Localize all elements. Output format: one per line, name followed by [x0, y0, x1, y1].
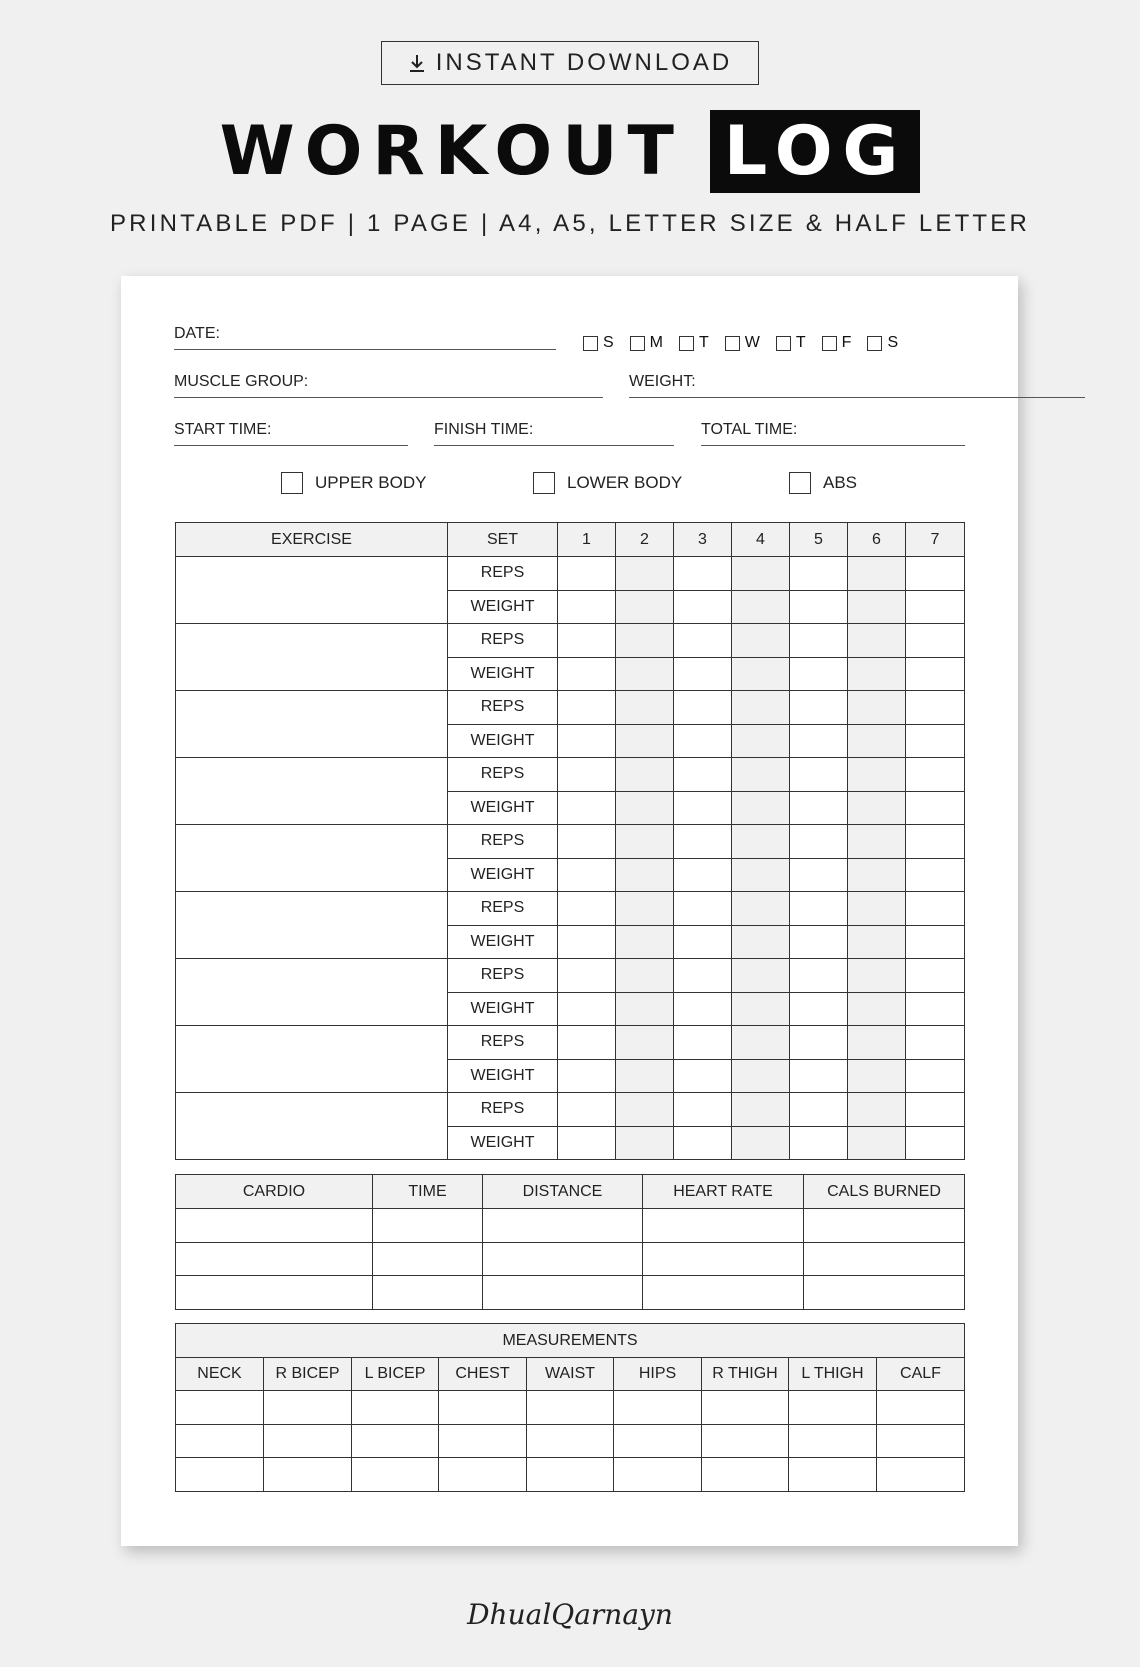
measurement-entry-cell[interactable] [439, 1458, 527, 1492]
checkbox-icon[interactable] [281, 472, 303, 494]
set-entry-cell[interactable] [732, 624, 790, 658]
cardio-entry-cell[interactable] [373, 1242, 483, 1276]
download-icon [408, 53, 426, 73]
set-entry-cell[interactable] [790, 892, 848, 926]
col-l-bicep: L BICEP [352, 1358, 439, 1391]
measurement-entry-cell[interactable] [614, 1424, 702, 1458]
set-entry-cell[interactable] [848, 557, 906, 591]
set-entry-cell[interactable] [906, 858, 965, 892]
muscle-group-field[interactable] [174, 370, 603, 398]
measurement-entry-cell[interactable] [176, 1391, 264, 1425]
set-entry-cell[interactable] [558, 892, 616, 926]
set-entry-cell[interactable] [674, 992, 732, 1026]
title-main: WORKOUT [219, 111, 684, 191]
total-time-field[interactable] [701, 418, 965, 446]
set-entry-cell[interactable] [616, 557, 674, 591]
set-entry-cell[interactable] [558, 925, 616, 959]
set-entry-cell[interactable] [674, 1093, 732, 1127]
set-entry-cell[interactable] [790, 590, 848, 624]
measurement-entry-cell[interactable] [352, 1391, 439, 1425]
col-cals-burned: CALS BURNED [804, 1175, 965, 1209]
measurement-entry-cell[interactable] [352, 1458, 439, 1492]
measurements-title: MEASUREMENTS [176, 1324, 965, 1358]
set-entry-cell[interactable] [674, 624, 732, 658]
day-wednesday[interactable] [725, 334, 760, 352]
weekday-checkboxes [583, 334, 914, 352]
measurement-entry-cell[interactable] [877, 1391, 965, 1425]
col-exercise: EXERCISE [176, 523, 448, 557]
table-row [176, 1391, 965, 1425]
table-row [176, 1026, 965, 1060]
set-entry-cell[interactable] [558, 1026, 616, 1060]
reps-label: REPS [448, 624, 558, 658]
set-entry-cell[interactable] [616, 959, 674, 993]
measurement-entry-cell[interactable] [264, 1424, 352, 1458]
table-row [176, 1276, 965, 1310]
set-entry-cell[interactable] [790, 992, 848, 1026]
set-entry-cell[interactable] [732, 858, 790, 892]
set-entry-cell[interactable] [732, 724, 790, 758]
set-entry-cell[interactable] [558, 657, 616, 691]
reps-label: REPS [448, 1093, 558, 1127]
set-entry-cell[interactable] [848, 825, 906, 859]
day-label: S [887, 334, 899, 351]
checkbox-icon[interactable] [867, 336, 882, 351]
set-entry-cell[interactable] [674, 590, 732, 624]
cardio-entry-cell[interactable] [804, 1242, 965, 1276]
weight-field[interactable] [629, 370, 1085, 398]
set-entry-cell[interactable] [732, 959, 790, 993]
measurement-entry-cell[interactable] [789, 1424, 877, 1458]
cardio-entry-cell[interactable] [483, 1276, 643, 1310]
set-entry-cell[interactable] [674, 758, 732, 792]
set-entry-cell[interactable] [674, 858, 732, 892]
reps-label: REPS [448, 1026, 558, 1060]
set-entry-cell[interactable] [732, 1059, 790, 1093]
date-label: DATE: [174, 325, 220, 342]
page-title [0, 108, 1140, 194]
weight-label: WEIGHT [448, 1059, 558, 1093]
set-entry-cell[interactable] [616, 925, 674, 959]
set-entry-cell[interactable] [616, 825, 674, 859]
day-label: F [841, 334, 852, 351]
category-label: ABS [823, 473, 858, 492]
set-entry-cell[interactable] [558, 624, 616, 658]
set-entry-cell[interactable] [732, 691, 790, 725]
reps-label: REPS [448, 959, 558, 993]
day-sunday[interactable] [583, 334, 614, 352]
weight-label: WEIGHT: [629, 373, 696, 390]
set-entry-cell[interactable] [732, 1093, 790, 1127]
table-row [176, 1209, 965, 1243]
col-set-2: 2 [616, 523, 674, 557]
set-entry-cell[interactable] [616, 992, 674, 1026]
exercise-table [175, 522, 965, 1160]
set-entry-cell[interactable] [732, 992, 790, 1026]
set-entry-cell[interactable] [790, 691, 848, 725]
weight-label: WEIGHT [448, 1126, 558, 1160]
set-entry-cell[interactable] [906, 1059, 965, 1093]
set-entry-cell[interactable] [674, 791, 732, 825]
day-label: M [649, 334, 663, 351]
set-entry-cell[interactable] [674, 1026, 732, 1060]
finish-time-label: FINISH TIME: [434, 421, 534, 438]
exercise-name-cell[interactable] [176, 892, 448, 959]
set-entry-cell[interactable] [558, 992, 616, 1026]
badge-label: INSTANT DOWNLOAD [435, 49, 733, 76]
set-entry-cell[interactable] [616, 1093, 674, 1127]
cardio-entry-cell[interactable] [804, 1209, 965, 1243]
cardio-entry-cell[interactable] [176, 1276, 373, 1310]
set-entry-cell[interactable] [674, 557, 732, 591]
set-entry-cell[interactable] [848, 590, 906, 624]
col-waist: WAIST [527, 1358, 614, 1391]
table-row [176, 758, 965, 792]
checkbox-icon[interactable] [789, 472, 811, 494]
exercise-name-cell[interactable] [176, 1093, 448, 1160]
set-entry-cell[interactable] [674, 959, 732, 993]
table-row [176, 959, 965, 993]
set-entry-cell[interactable] [732, 825, 790, 859]
col-time: TIME [373, 1175, 483, 1209]
set-entry-cell[interactable] [906, 791, 965, 825]
set-entry-cell[interactable] [616, 858, 674, 892]
set-entry-cell[interactable] [616, 1126, 674, 1160]
measurement-entry-cell[interactable] [527, 1391, 614, 1425]
set-entry-cell[interactable] [848, 959, 906, 993]
weight-label: WEIGHT [448, 791, 558, 825]
checkbox-icon[interactable] [630, 336, 645, 351]
set-entry-cell[interactable] [558, 825, 616, 859]
reps-label: REPS [448, 892, 558, 926]
set-entry-cell[interactable] [790, 1126, 848, 1160]
set-entry-cell[interactable] [790, 724, 848, 758]
instant-download-badge [381, 41, 759, 85]
set-entry-cell[interactable] [558, 557, 616, 591]
set-entry-cell[interactable] [790, 557, 848, 591]
table-row [176, 825, 965, 859]
cardio-entry-cell[interactable] [373, 1209, 483, 1243]
exercise-name-cell[interactable] [176, 758, 448, 825]
measurement-entry-cell[interactable] [527, 1458, 614, 1492]
measurement-entry-cell[interactable] [877, 1424, 965, 1458]
start-time-label: START TIME: [174, 421, 272, 438]
set-entry-cell[interactable] [906, 624, 965, 658]
total-time-label: TOTAL TIME: [701, 421, 798, 438]
cardio-entry-cell[interactable] [176, 1209, 373, 1243]
set-entry-cell[interactable] [732, 590, 790, 624]
cardio-entry-cell[interactable] [804, 1276, 965, 1310]
measurement-entry-cell[interactable] [789, 1391, 877, 1425]
muscle-group-label: MUSCLE GROUP: [174, 373, 309, 390]
set-entry-cell[interactable] [848, 892, 906, 926]
set-entry-cell[interactable] [906, 925, 965, 959]
table-row [176, 1458, 965, 1492]
weight-label: WEIGHT [448, 992, 558, 1026]
signature-logo: DhualQarnayn [467, 1598, 673, 1631]
weight-label: WEIGHT [448, 858, 558, 892]
set-entry-cell[interactable] [558, 724, 616, 758]
set-entry-cell[interactable] [906, 691, 965, 725]
set-entry-cell[interactable] [558, 1059, 616, 1093]
col-calf: CALF [877, 1358, 965, 1391]
set-entry-cell[interactable] [848, 1059, 906, 1093]
table-row [176, 1093, 965, 1127]
set-entry-cell[interactable] [906, 590, 965, 624]
col-set-1: 1 [558, 523, 616, 557]
checkbox-icon[interactable] [533, 472, 555, 494]
measurement-entry-cell[interactable] [702, 1458, 789, 1492]
checkbox-icon[interactable] [583, 336, 598, 351]
set-entry-cell[interactable] [790, 624, 848, 658]
col-set: SET [448, 523, 558, 557]
set-entry-cell[interactable] [906, 1026, 965, 1060]
checkbox-icon[interactable] [679, 336, 694, 351]
reps-label: REPS [448, 758, 558, 792]
exercise-name-cell[interactable] [176, 825, 448, 892]
set-entry-cell[interactable] [790, 1026, 848, 1060]
cardio-entry-cell[interactable] [483, 1209, 643, 1243]
set-entry-cell[interactable] [558, 959, 616, 993]
table-row [176, 892, 965, 926]
set-entry-cell[interactable] [674, 825, 732, 859]
set-entry-cell[interactable] [790, 1093, 848, 1127]
set-entry-cell[interactable] [558, 758, 616, 792]
category-label: LOWER BODY [567, 473, 683, 492]
col-hips: HIPS [614, 1358, 702, 1391]
set-entry-cell[interactable] [848, 925, 906, 959]
set-entry-cell[interactable] [616, 892, 674, 926]
set-entry-cell[interactable] [616, 590, 674, 624]
set-entry-cell[interactable] [906, 892, 965, 926]
set-entry-cell[interactable] [732, 657, 790, 691]
set-entry-cell[interactable] [674, 1126, 732, 1160]
cardio-entry-cell[interactable] [483, 1242, 643, 1276]
set-entry-cell[interactable] [616, 724, 674, 758]
table-row [176, 1242, 965, 1276]
measurement-entry-cell[interactable] [527, 1424, 614, 1458]
set-entry-cell[interactable] [848, 858, 906, 892]
set-entry-cell[interactable] [616, 1026, 674, 1060]
set-entry-cell[interactable] [674, 892, 732, 926]
col-distance: DISTANCE [483, 1175, 643, 1209]
set-entry-cell[interactable] [790, 925, 848, 959]
cardio-table [175, 1174, 965, 1310]
exercise-name-cell[interactable] [176, 624, 448, 691]
set-entry-cell[interactable] [848, 992, 906, 1026]
checkbox-icon[interactable] [725, 336, 740, 351]
day-tuesday[interactable] [679, 334, 709, 352]
set-entry-cell[interactable] [790, 1059, 848, 1093]
set-entry-cell[interactable] [790, 825, 848, 859]
set-entry-cell[interactable] [906, 758, 965, 792]
set-entry-cell[interactable] [616, 758, 674, 792]
category-lower-body[interactable] [533, 472, 682, 494]
measurement-entry-cell[interactable] [352, 1424, 439, 1458]
title-highlight: LOG [710, 110, 921, 193]
measurement-entry-cell[interactable] [264, 1391, 352, 1425]
set-entry-cell[interactable] [616, 657, 674, 691]
set-entry-cell[interactable] [616, 791, 674, 825]
measurement-entry-cell[interactable] [176, 1458, 264, 1492]
day-label: T [699, 334, 709, 351]
set-entry-cell[interactable] [790, 791, 848, 825]
set-entry-cell[interactable] [732, 1026, 790, 1060]
day-thursday[interactable] [776, 334, 806, 352]
day-label: W [744, 334, 760, 351]
set-entry-cell[interactable] [558, 858, 616, 892]
set-entry-cell[interactable] [732, 791, 790, 825]
set-entry-cell[interactable] [674, 1059, 732, 1093]
set-entry-cell[interactable] [848, 758, 906, 792]
exercise-name-cell[interactable] [176, 959, 448, 1026]
weight-label: WEIGHT [448, 925, 558, 959]
exercise-name-cell[interactable] [176, 1026, 448, 1093]
set-entry-cell[interactable] [906, 724, 965, 758]
checkbox-icon[interactable] [822, 336, 837, 351]
set-entry-cell[interactable] [906, 1093, 965, 1127]
set-entry-cell[interactable] [732, 925, 790, 959]
set-entry-cell[interactable] [906, 557, 965, 591]
set-entry-cell[interactable] [906, 825, 965, 859]
set-entry-cell[interactable] [906, 1126, 965, 1160]
col-set-5: 5 [790, 523, 848, 557]
set-entry-cell[interactable] [848, 791, 906, 825]
set-entry-cell[interactable] [848, 657, 906, 691]
set-entry-cell[interactable] [674, 724, 732, 758]
cardio-entry-cell[interactable] [373, 1276, 483, 1310]
measurement-entry-cell[interactable] [439, 1424, 527, 1458]
day-saturday[interactable] [867, 334, 898, 352]
set-entry-cell[interactable] [848, 1026, 906, 1060]
subtitle: PRINTABLE PDF | 1 PAGE | A4, A5, LETTER SIZE & HALF LETTER [109, 210, 1031, 237]
checkbox-icon[interactable] [776, 336, 791, 351]
col-heart-rate: HEART RATE [643, 1175, 804, 1209]
measurement-entry-cell[interactable] [877, 1458, 965, 1492]
set-entry-cell[interactable] [558, 590, 616, 624]
weight-label: WEIGHT [448, 590, 558, 624]
set-entry-cell[interactable] [790, 657, 848, 691]
set-entry-cell[interactable] [906, 992, 965, 1026]
set-entry-cell[interactable] [790, 758, 848, 792]
cardio-entry-cell[interactable] [643, 1276, 804, 1310]
set-entry-cell[interactable] [558, 691, 616, 725]
table-row [176, 1424, 965, 1458]
reps-label: REPS [448, 557, 558, 591]
set-entry-cell[interactable] [674, 657, 732, 691]
set-entry-cell[interactable] [558, 1093, 616, 1127]
set-entry-cell[interactable] [848, 724, 906, 758]
day-monday[interactable] [630, 334, 663, 352]
finish-time-field[interactable] [434, 418, 674, 446]
start-time-field[interactable] [174, 418, 408, 446]
category-upper-body[interactable] [281, 472, 426, 494]
table-row [176, 624, 965, 658]
set-entry-cell[interactable] [558, 791, 616, 825]
set-entry-cell[interactable] [848, 1093, 906, 1127]
set-entry-cell[interactable] [558, 1126, 616, 1160]
reps-label: REPS [448, 825, 558, 859]
measurement-entry-cell[interactable] [264, 1458, 352, 1492]
set-entry-cell[interactable] [790, 858, 848, 892]
cardio-entry-cell[interactable] [643, 1209, 804, 1243]
exercise-name-cell[interactable] [176, 691, 448, 758]
measurement-entry-cell[interactable] [614, 1458, 702, 1492]
cardio-entry-cell[interactable] [643, 1242, 804, 1276]
set-entry-cell[interactable] [674, 925, 732, 959]
col-r-bicep: R BICEP [264, 1358, 352, 1391]
set-entry-cell[interactable] [848, 624, 906, 658]
measurement-entry-cell[interactable] [702, 1424, 789, 1458]
set-entry-cell[interactable] [906, 959, 965, 993]
measurement-entry-cell[interactable] [176, 1424, 264, 1458]
workout-log-sheet [121, 276, 1018, 1546]
col-chest: CHEST [439, 1358, 527, 1391]
set-entry-cell[interactable] [616, 624, 674, 658]
col-r-thigh: R THIGH [702, 1358, 789, 1391]
col-set-3: 3 [674, 523, 732, 557]
weight-label: WEIGHT [448, 657, 558, 691]
table-row [176, 691, 965, 725]
set-entry-cell[interactable] [732, 557, 790, 591]
day-friday[interactable] [822, 334, 852, 352]
set-entry-cell[interactable] [674, 691, 732, 725]
set-entry-cell[interactable] [616, 691, 674, 725]
col-cardio: CARDIO [176, 1175, 373, 1209]
day-label: S [603, 334, 614, 351]
col-l-thigh: L THIGH [789, 1358, 877, 1391]
weight-label: WEIGHT [448, 724, 558, 758]
col-set-4: 4 [732, 523, 790, 557]
set-entry-cell[interactable] [790, 959, 848, 993]
col-neck: NECK [176, 1358, 264, 1391]
set-entry-cell[interactable] [906, 657, 965, 691]
category-abs[interactable] [789, 472, 857, 494]
reps-label: REPS [448, 691, 558, 725]
measurement-entry-cell[interactable] [789, 1458, 877, 1492]
set-entry-cell[interactable] [732, 758, 790, 792]
cardio-entry-cell[interactable] [176, 1242, 373, 1276]
measurement-entry-cell[interactable] [702, 1391, 789, 1425]
day-label: T [795, 334, 806, 351]
date-field[interactable] [174, 322, 556, 350]
set-entry-cell[interactable] [732, 1126, 790, 1160]
measurement-entry-cell[interactable] [439, 1391, 527, 1425]
col-set-7: 7 [906, 523, 965, 557]
exercise-name-cell[interactable] [176, 557, 448, 624]
measurements-table [175, 1323, 965, 1492]
set-entry-cell[interactable] [616, 1059, 674, 1093]
set-entry-cell[interactable] [848, 691, 906, 725]
col-set-6: 6 [848, 523, 906, 557]
table-row [176, 557, 965, 591]
set-entry-cell[interactable] [732, 892, 790, 926]
set-entry-cell[interactable] [848, 1126, 906, 1160]
category-label: UPPER BODY [315, 473, 427, 492]
measurement-entry-cell[interactable] [614, 1391, 702, 1425]
